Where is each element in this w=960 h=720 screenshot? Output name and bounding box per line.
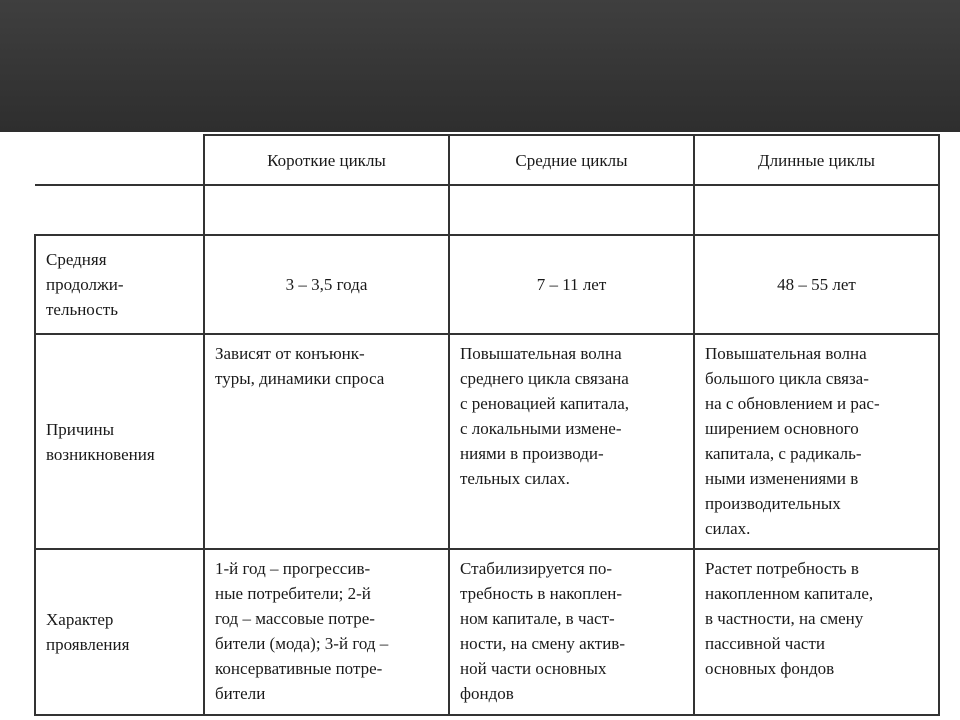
cell-manifestation-medium: Стабилизируется по- требность в накоплен- ном капитале, в част- ности, на смену актив- ной части основных фондов: [449, 549, 694, 715]
cell-causes-medium: Повышательная волна среднего цикла связана с реновацией капитала, с локальными измене- ниями в производи- тельных силах.: [449, 334, 694, 549]
spacer-cell: [204, 185, 449, 235]
row-label-causes: Причины возникновения: [35, 334, 204, 549]
cell-duration-short: 3 – 3,5 года: [204, 235, 449, 334]
cell-duration-medium: 7 – 11 лет: [449, 235, 694, 334]
spacer-row: [35, 185, 939, 235]
corner-cell: [35, 135, 204, 185]
table-row-manifestation: [35, 549, 939, 715]
column-header-long-cycles: Длинные циклы: [694, 135, 939, 185]
cell-causes-short: Зависят от конъюнк- туры, динамики спроса: [204, 334, 449, 549]
business-cycles-table: [34, 134, 940, 716]
table-row-duration: [35, 235, 939, 334]
spacer-cell: [694, 185, 939, 235]
column-header-short-cycles: Короткие циклы: [204, 135, 449, 185]
spacer-cell: [449, 185, 694, 235]
spacer-corner-cell: [35, 185, 204, 235]
table-row-causes: [35, 334, 939, 549]
cell-manifestation-short: 1-й год – прогрессив- ные потребители; 2-й год – массовые потре- бители (мода); 3-й год – консервативные потре- бители: [204, 549, 449, 715]
header-row: [35, 135, 939, 185]
slide-header-bar: [0, 0, 960, 132]
row-label-duration: Средняя продолжи- тельность: [35, 235, 204, 334]
cell-manifestation-long: Растет потребность в накопленном капитале, в частности, на смену пассивной части основных фондов: [694, 549, 939, 715]
cell-duration-long: 48 – 55 лет: [694, 235, 939, 334]
row-label-manifestation: Характер проявления: [35, 549, 204, 715]
column-header-medium-cycles: Средние циклы: [449, 135, 694, 185]
cell-causes-long: Повышательная волна большого цикла связа- на с обновлением и рас- ширением основного капитала, с радикаль- ными изменениями в производительных силах.: [694, 334, 939, 549]
